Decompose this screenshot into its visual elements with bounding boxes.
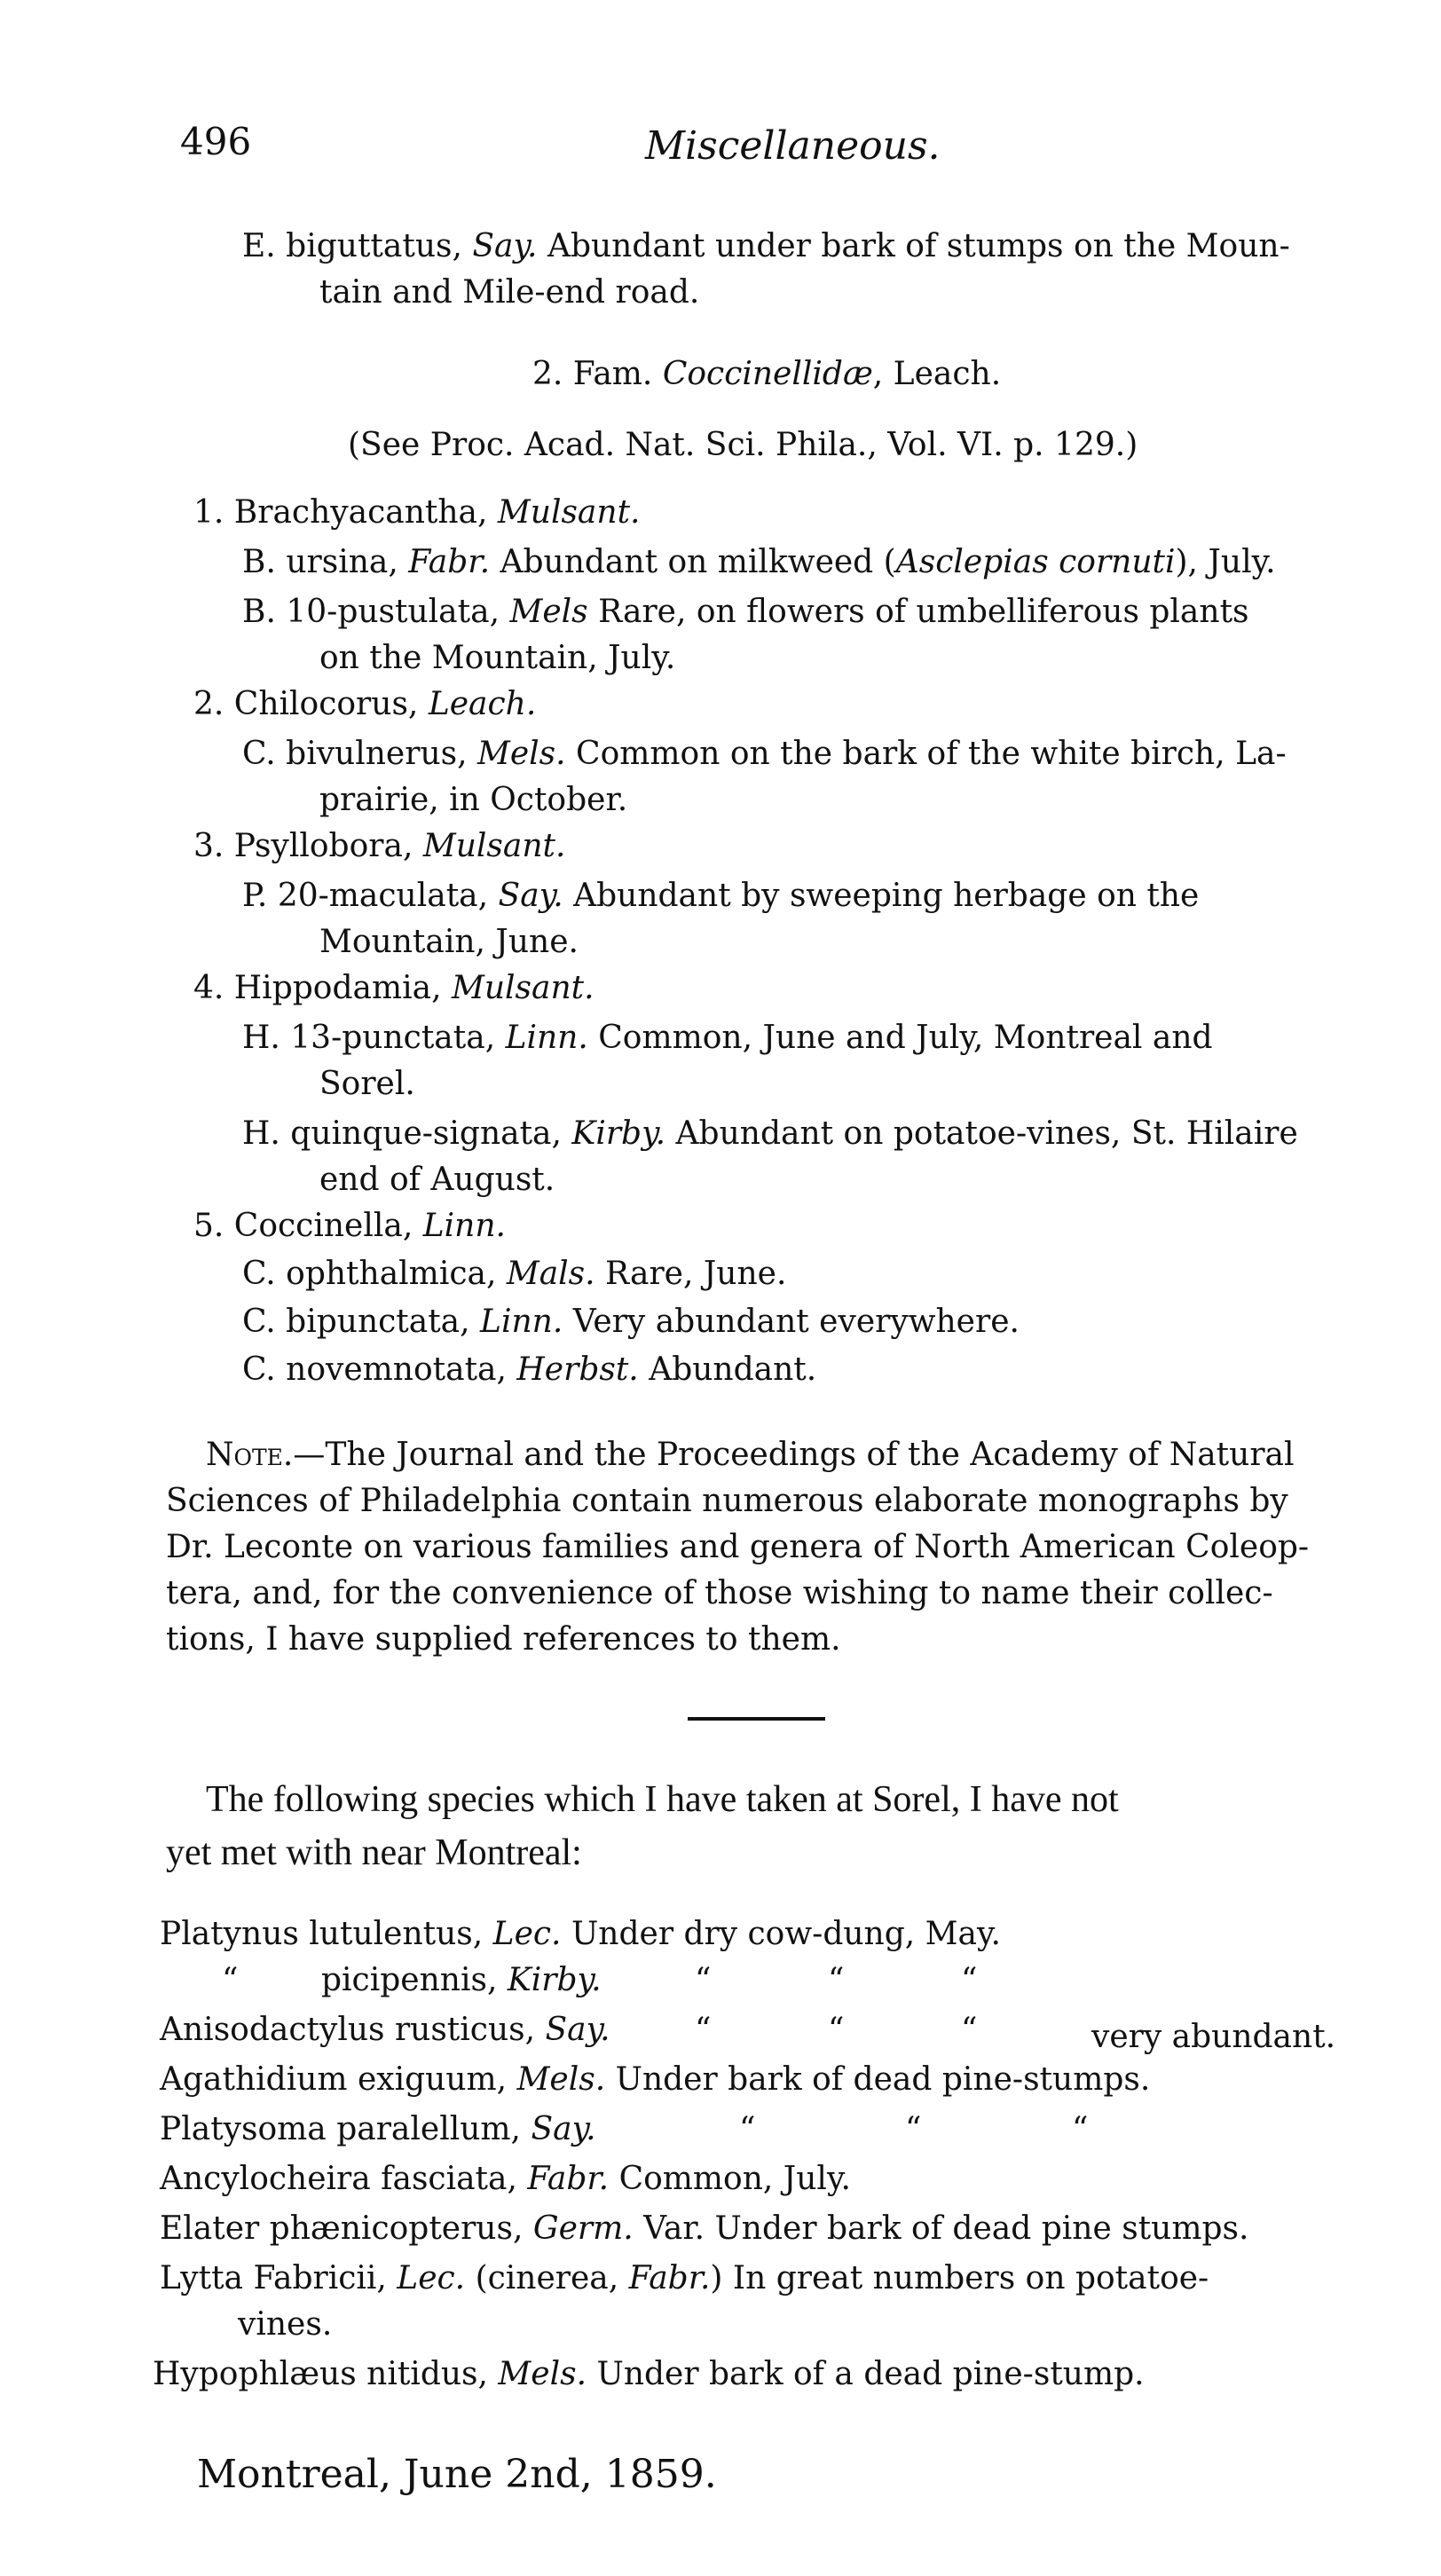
list-item-name: picipennis, Kirby. — [321, 1962, 602, 1998]
ditto-mark: “ — [961, 1962, 978, 1998]
species-entry: H. quinque-signata, Kirby. Abundant on potatoe-vines, St. Hilaire — [242, 1115, 1298, 1152]
species-entry: C. novemnotata, Herbst. Abundant. — [242, 1351, 817, 1388]
list-item: Platysoma paralellum, Say. — [160, 2111, 596, 2147]
list-item-note: very abundant. — [1091, 2019, 1336, 2055]
ditto-mark: “ — [828, 2012, 845, 2048]
ditto-mark: “ — [1072, 2111, 1089, 2147]
genus-heading: 1. Brachyacantha, Mulsant. — [193, 494, 641, 531]
species-entry-continuation: end of August. — [319, 1162, 555, 1198]
section-intro-continuation: yet met with near Montreal: — [166, 1832, 582, 1873]
species-entry-continuation: tain and Mile-end road. — [319, 274, 700, 311]
ditto-mark: “ — [222, 1962, 239, 1998]
note-paragraph-line: Sciences of Philadelphia contain numerous elaborate monographs by — [166, 1483, 1288, 1519]
note-paragraph: Note.—The Journal and the Proceedings of the Academy of Natural — [206, 1437, 1295, 1473]
ditto-mark: “ — [695, 1962, 712, 1998]
section-divider — [688, 1717, 825, 1721]
list-item: Elater phænicopterus, Germ. Var. Under bark of dead pine stumps. — [160, 2210, 1249, 2247]
ditto-mark: “ — [739, 2111, 756, 2147]
list-item: Ancylocheira fasciata, Fabr. Common, July. — [160, 2161, 851, 2197]
ditto-mark: “ — [905, 2111, 922, 2147]
species-entry-continuation: prairie, in October. — [319, 782, 628, 818]
list-item — [222, 1959, 238, 2002]
species-entry: H. 13-punctata, Linn. Common, June and July, Montreal and — [242, 1020, 1213, 1056]
species-entry: P. 20-maculata, Say. Abundant by sweeping herbage on the — [242, 878, 1200, 914]
page-number: 496 — [180, 120, 252, 163]
species-entry: B. 10-pustulata, Mels Rare, on flowers of umbelliferous plants — [242, 594, 1249, 630]
ditto-mark: “ — [828, 1962, 845, 1998]
dateline: Montreal, June 2nd, 1859. — [197, 2452, 717, 2497]
species-entry: C. bivulnerus, Mels. Common on the bark of the white birch, La- — [242, 736, 1287, 772]
species-entry: C. ophthalmica, Mals. Rare, June. — [242, 1256, 787, 1292]
species-entry-continuation: Sorel. — [319, 1066, 415, 1102]
species-entry-continuation: Mountain, June. — [319, 924, 579, 960]
reference-note: (See Proc. Acad. Nat. Sci. Phila., Vol. VI. p. 129.) — [348, 427, 1138, 463]
genus-heading: 5. Coccinella, Linn. — [193, 1208, 506, 1244]
species-entry-continuation: on the Mountain, July. — [319, 640, 676, 676]
genus-heading: 3. Psyllobora, Mulsant. — [193, 828, 566, 864]
running-title: Miscellaneous. — [645, 123, 941, 169]
list-item: Anisodactylus rusticus, Say. — [160, 2012, 610, 2048]
section-intro: The following species which I have taken at Sorel, I have not — [206, 1779, 1119, 1820]
list-item: Agathidium exiguum, Mels. Under bark of dead pine-stumps. — [160, 2061, 1151, 2098]
list-item: Hypophlæus nitidus, Mels. Under bark of a dead pine-stump. — [153, 2356, 1145, 2392]
family-heading: 2. Fam. Coccinellidæ, Leach. — [532, 356, 1002, 392]
species-entry: B. ursina, Fabr. Abundant on milkweed (Asclepias cornuti), July. — [242, 544, 1276, 580]
list-item: Platynus lutulentus, Lec. Under dry cow-dung, May. — [160, 1916, 1001, 1952]
list-item-continuation: vines. — [238, 2306, 333, 2343]
note-paragraph-line: tions, I have supplied references to them. — [166, 1621, 841, 1658]
species-entry: E. biguttatus, Say. Abundant under bark of stumps on the Moun- — [242, 228, 1290, 264]
note-paragraph-line: Dr. Leconte on various families and genera of North American Coleop- — [166, 1529, 1310, 1565]
species-entry: C. bipunctata, Linn. Very abundant everywhere. — [242, 1304, 1020, 1340]
genus-heading: 4. Hippodamia, Mulsant. — [193, 970, 595, 1006]
ditto-mark: “ — [695, 2012, 712, 2048]
genus-heading: 2. Chilocorus, Leach. — [193, 686, 537, 722]
ditto-mark: “ — [961, 2012, 978, 2048]
list-item: Lytta Fabricii, Lec. (cinerea, Fabr.) In great numbers on potatoe- — [160, 2260, 1209, 2296]
note-paragraph-line: tera, and, for the convenience of those wishing to name their collec- — [166, 1575, 1273, 1611]
